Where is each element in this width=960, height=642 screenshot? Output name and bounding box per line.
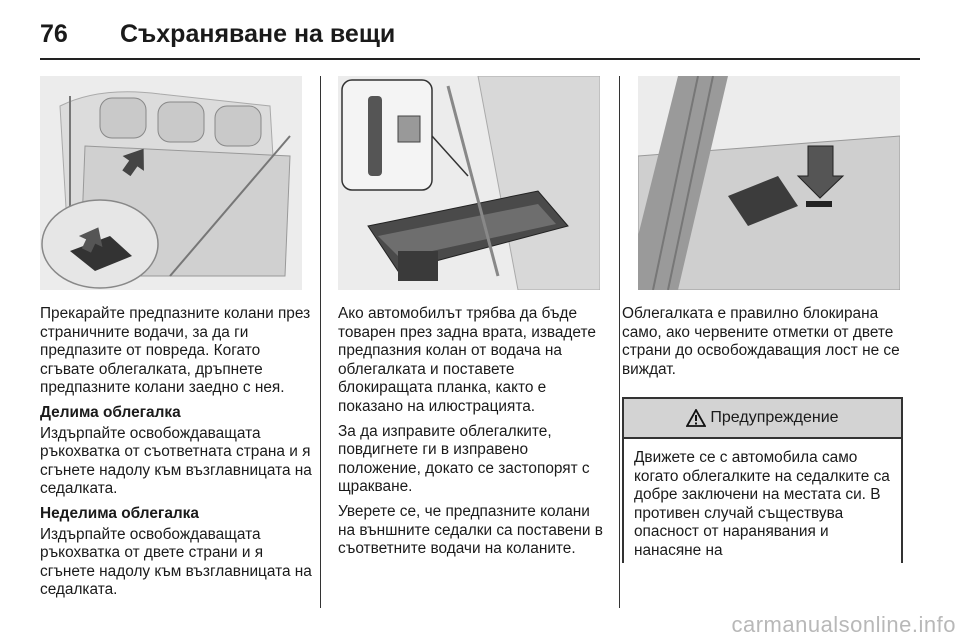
seat-belt-guide-illustration (40, 76, 302, 290)
figure-loading-plank (338, 76, 600, 290)
release-lever-illustration (638, 76, 900, 290)
rear-seat-folded-illustration (338, 76, 600, 290)
warning-box (622, 397, 903, 563)
warning-header (624, 399, 901, 439)
page-header (40, 8, 920, 58)
warning-body: Движете се с автомобила само когато облегалките на седалките са добре заключени на местата си. В противен случай съществува опасност от наранявания и нанасяне на (634, 449, 890, 559)
page-title: Съхраняване на вещи (120, 20, 396, 48)
paragraph: Облегалката е правилно блокирана само, ако червените отметки от двете страни до освобождаващия лост не се виждат. (622, 305, 900, 378)
warning-title: Предупреждение (710, 409, 839, 426)
watermark: carmanualsonline.info (731, 612, 956, 637)
warning-triangle-icon (686, 409, 706, 427)
paragraph: Уверете се, че предпазните колани на външните седалки са поставени в съответните водачи на коланите. (338, 502, 603, 558)
column-2 (338, 305, 610, 565)
page-number: 76 (40, 20, 68, 48)
figure-release-lever (638, 76, 900, 290)
paragraph: Издърпайте освобождаващата ръкохватка от съответната страна и я сгънете надолу към възглавницата на седалката. (40, 424, 312, 498)
paragraph: За да изправите облегалките, повдигнете ги в изправено положение, докато се застопорят с щракване. (338, 422, 590, 496)
column-divider (320, 76, 321, 608)
column-1 (40, 305, 312, 606)
subheading: Делима облегалка (40, 403, 181, 421)
subheading: Неделима облегалка (40, 504, 199, 522)
figure-seat-belt-guide (40, 76, 302, 290)
paragraph: Прекарайте предпазните колани през страничните водачи, за да ги предпазите от повреда. Когато сгъвате облегалката, дръпнете предпазните колани заедно с нея. (40, 305, 311, 397)
paragraph: Издърпайте освобождаващата ръкохватка от двете страни и я сгънете надолу към възглавницата на седалката. (40, 525, 312, 599)
header-rule (40, 58, 920, 60)
column-divider (619, 76, 620, 608)
paragraph: Ако автомобилът трябва да бъде товарен през задна врата, извадете предпазния колан от водача на облегалката и поставете блокиращата планка, както е показано на илюстрацията. (338, 305, 596, 415)
column-3 (622, 305, 900, 385)
